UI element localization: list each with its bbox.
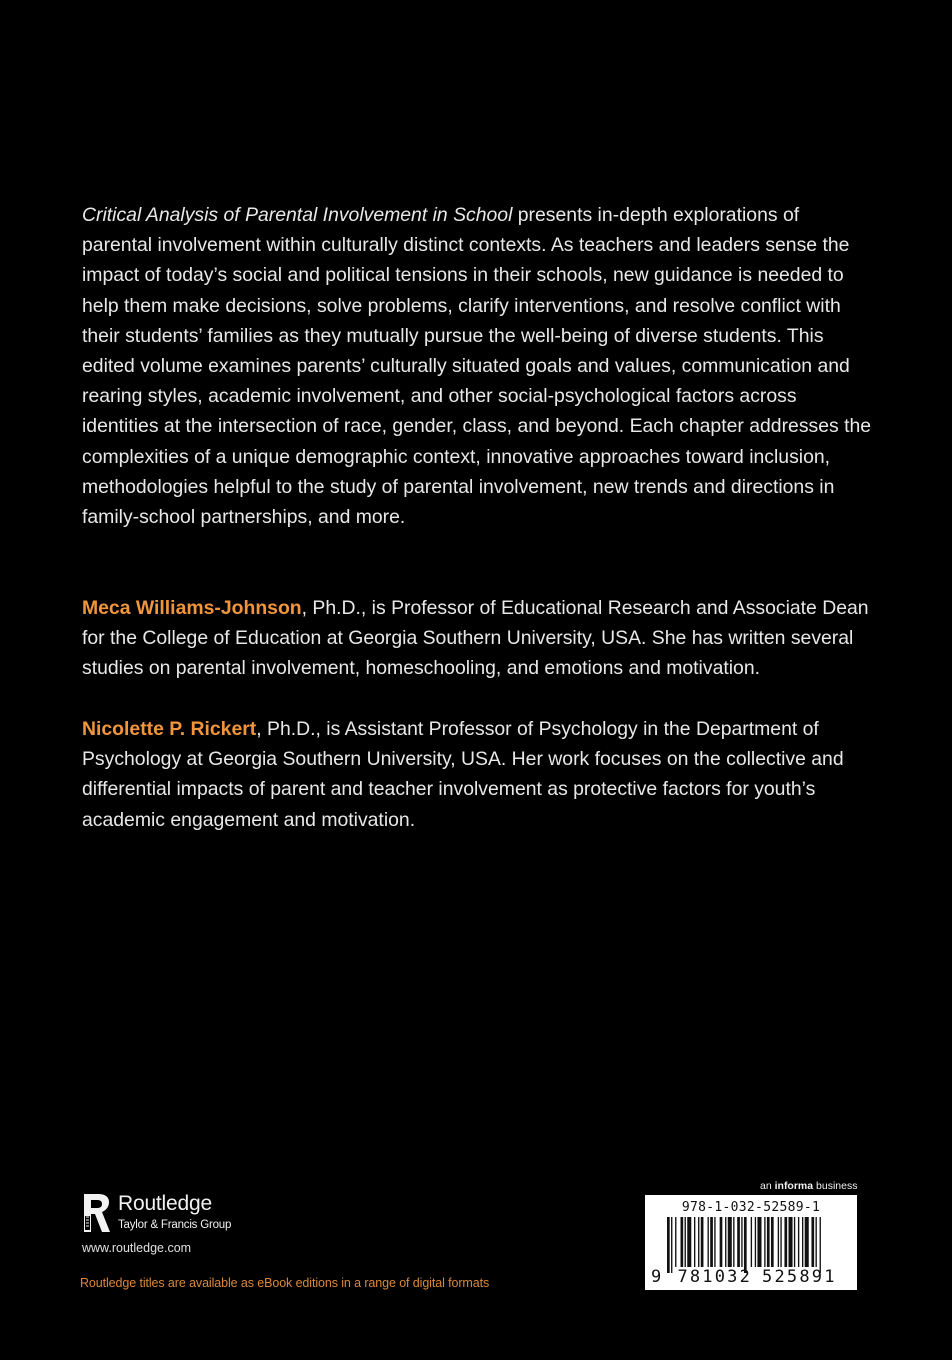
ebook-note: Routledge titles are available as eBook editions in a range of digital formats	[80, 1276, 490, 1290]
barcode-bar	[694, 1217, 695, 1267]
barcode-bar	[737, 1217, 740, 1267]
barcode-bar	[744, 1217, 747, 1273]
barcode-bar	[687, 1217, 691, 1267]
publisher-group: Taylor & Francis Group	[118, 1219, 232, 1231]
barcode-bar	[751, 1217, 752, 1267]
barcode-bar	[685, 1217, 686, 1267]
barcode-bar	[798, 1217, 799, 1267]
author-name-2: Nicolette P. Rickert	[82, 718, 257, 740]
barcode-bar	[728, 1217, 732, 1267]
author-name-1: Meca Williams-Johnson	[82, 597, 302, 619]
routledge-logo-icon	[80, 1188, 112, 1234]
blurb-paragraph	[82, 200, 872, 532]
barcode-digits	[651, 1267, 851, 1287]
barcode-bar	[802, 1217, 803, 1267]
barcode-bar	[811, 1217, 814, 1267]
isbn-number: 978-1-032-52589-1	[681, 1200, 821, 1215]
barcode-bar	[755, 1217, 756, 1267]
barcode-bar	[720, 1217, 723, 1267]
barcode-bar	[710, 1217, 713, 1267]
barcode-bar	[778, 1217, 779, 1267]
barcode-bar	[725, 1217, 726, 1267]
barcode-bar	[681, 1217, 684, 1267]
blurb-text: presents in-depth explorations of parental involvement within culturally distinct contexts. As teachers and leaders sense the impact of today’s social and political tensions in their schools, new guidance is needed to help them make decisions, solve problems, clarify interventions, and resolve conflict with their students’ families as they mutually pursue the well-being of diverse students. This edited volume examines parents’ culturally situated goals and values, communication and rearing styles, academic involvement, and other social-psychological factors across identities at the intersection of race, gender, class, and beyond. Each chapter addresses the complexities of a unique demographic context, innovative approaches toward inclusion, methodologies helpful to the study of parental involvement, new trends and directions in family-school partnerships, and more.	[82, 204, 872, 529]
author-bio-1	[82, 593, 872, 684]
publisher-name: Routledge	[118, 1192, 212, 1215]
barcode-bar	[733, 1217, 734, 1267]
barcode-bar	[764, 1217, 765, 1267]
informa-suffix: business	[813, 1180, 858, 1192]
informa-prefix: an	[760, 1180, 775, 1192]
author-bio-2	[82, 714, 872, 835]
barcode-bar	[708, 1217, 709, 1267]
barcode-bar	[698, 1217, 699, 1267]
barcode-bar	[805, 1217, 809, 1267]
barcode-bar	[767, 1217, 770, 1267]
barcode-bar	[701, 1217, 704, 1267]
book-title-italic: Critical Analysis of Parental Involvement in School	[82, 204, 513, 226]
barcode-bar	[714, 1217, 715, 1267]
barcode-bar	[667, 1217, 670, 1273]
author-bio-text-1: , Ph.D., is Professor of Educational Research and Associate Dean for the College of Education at Georgia Southern University, USA. She has written several studies on parental involvement, homeschooling, and emotions and motivation.	[82, 597, 869, 680]
barcode-bar	[675, 1217, 676, 1267]
author-bio-text-2: , Ph.D., is Assistant Professor of Psychology in the Department of Psychology at Georgia Southern University, USA. Her work focuses on the collective and differential impacts of parent and teacher involvement as protective factors for youth’s academic engagement and motivation.	[82, 718, 844, 831]
barcode-bar	[757, 1217, 761, 1267]
barcode-first-digit: 9	[651, 1267, 664, 1287]
publisher-url[interactable]: www.routledge.com	[82, 1241, 192, 1255]
barcode-bar	[784, 1217, 787, 1267]
barcode-group-1: 781032	[677, 1267, 753, 1287]
barcode-bar	[789, 1217, 793, 1267]
barcode-bar	[816, 1217, 817, 1267]
isbn-barcode	[645, 1195, 857, 1290]
barcode-bar	[780, 1217, 781, 1267]
barcode-bar	[820, 1217, 821, 1273]
informa-business-tag	[760, 1180, 857, 1192]
barcode-bar	[741, 1217, 742, 1267]
barcode-group-2: 525891	[762, 1267, 837, 1287]
barcode-bar	[771, 1217, 774, 1267]
barcode-bar	[794, 1217, 795, 1267]
informa-brand: informa	[774, 1180, 814, 1192]
barcode-bar	[671, 1217, 672, 1273]
